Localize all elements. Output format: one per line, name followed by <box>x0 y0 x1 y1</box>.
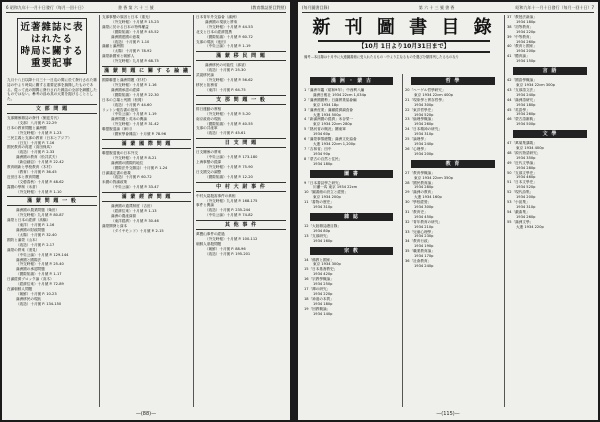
entry-citation: 1934 240p <box>414 263 434 268</box>
entry-citation: （朝鮮）十月號 P. 88-96 <box>205 246 246 251</box>
entry-citation: 1934 450p <box>414 214 434 219</box>
entry-title: 朝鮮人虐殺問題 <box>196 242 222 246</box>
right-page-number: —(115)— <box>436 411 460 417</box>
entry-citation: （改造）十月號 P. 2-33 <box>16 150 55 155</box>
entry-citation: （朝鮮）十月號 P. 10-23 <box>16 291 57 296</box>
entry-citation: 1934 500p <box>516 122 536 127</box>
entry-title: 三民主義と支那の教育（日本とアジア） <box>7 135 72 140</box>
entry-citation: 東京 1934 22cm 400p <box>414 92 453 97</box>
entry-citation: 1934 140p <box>313 311 333 316</box>
entry-title: 滿蒙に於ける日本の特殊權益 <box>102 24 149 29</box>
entry-title: 24「日本精神の研究」 <box>405 127 442 132</box>
right-page <box>298 2 598 420</box>
entry-title: 28「國民教育論」 <box>405 180 435 185</box>
entry-citation: 1934 280p <box>414 185 434 190</box>
entry-citation: 滿洲國の財政問題 <box>16 228 45 233</box>
entry-title: 米國の對滿政策 <box>102 180 128 185</box>
entry-title: リットン報告書の批判 <box>102 107 138 112</box>
left-column-2 <box>102 15 191 407</box>
entry-citation: 滿洲移民の現狀 <box>16 296 42 301</box>
entry-citation: 滿洲國の農業問題（柴田） <box>16 208 60 213</box>
entry-title: 6「滿蒙事情總覽」滿洲文化協會 <box>304 137 357 142</box>
entry-citation: 滿洲國の通貨制度（吉田） <box>111 204 155 209</box>
entry-title: 近世日本と教育問題 <box>7 174 40 179</box>
entry-citation: 1934 180p <box>516 19 536 24</box>
entry-title: 3「滿洲産業」滿鐵經濟調査會 <box>304 107 354 112</box>
entry-citation: 1934 520p <box>414 112 434 117</box>
section-heading: 滿 蒙 移 民 問 題 <box>196 51 286 61</box>
entry-citation: 1934 230p <box>414 234 434 239</box>
left-page-number: —(88)— <box>135 411 157 417</box>
entry-title: 34「教育行政」 <box>405 239 432 244</box>
entry-citation: 1934 250p <box>313 282 333 287</box>
entry-citation: 大連 1934 160p <box>414 195 442 200</box>
entry-citation: （改造）十月號 P. 235-244 <box>205 208 251 213</box>
entry-title: 30「學校經營」 <box>405 200 432 205</box>
entry-citation: 1934 220p <box>516 29 536 34</box>
entry-citation: （中央公論）十月號 P. 33-47 <box>111 185 159 190</box>
entry-citation: 1934 300p <box>414 205 434 210</box>
entry-citation: 1934 260p <box>516 214 536 219</box>
entry-title: 排日運動の實相 <box>196 106 222 111</box>
entry-citation: 1934 280p <box>516 165 536 170</box>
entry-title: 35「職業教育論」 <box>405 249 435 254</box>
entry-citation: 1934 310p <box>414 132 434 137</box>
right-page-header <box>302 5 594 11</box>
entry-title: 19「回教概論」 <box>304 306 331 311</box>
entry-title: 中村大尉殺害事件の眞相 <box>196 193 236 198</box>
entry-citation: 東京 1934 18p <box>313 102 339 107</box>
left-col3-sections <box>196 15 286 257</box>
entry-citation: （外交時報）十月號 P. 5-20 <box>205 111 251 116</box>
entry-title: 日滿經濟ブロック論（高木） <box>7 277 54 282</box>
entry-citation: （改造）十月號 P. 134-150 <box>16 301 62 306</box>
section-heading: 中 村 大 尉 事 件 <box>196 182 286 192</box>
entry-title: 42「國語學概論」 <box>507 78 537 83</box>
entry-citation: （中央公論）十月號 P. 129-144 <box>16 252 69 257</box>
entry-title: 日支關係の將來 <box>196 150 222 155</box>
entry-citation: （改造）十月號 P. 25-30 <box>205 68 246 73</box>
entry-citation: （文藝春秋）十月號 P. 48-62 <box>16 179 64 184</box>
section-heading: 文 部 問 題 <box>7 104 97 114</box>
entry-citation: （外交時報）九月號 P. 168-175 <box>205 198 258 203</box>
entry-title: 49「近代文學論」 <box>507 160 537 165</box>
entry-citation: （新亞細亞）十月號 P. 22-42 <box>16 160 64 165</box>
entry-citation: 滿洲國承認の經緯 <box>111 87 140 92</box>
entry-citation: 1934 180p <box>516 102 536 107</box>
entry-title: 事件と輿論 <box>196 203 214 208</box>
entry-citation: （外交時報）十月號 P. 1-10 <box>16 189 62 194</box>
entry-citation: （外交時報）十月號 P. 100-112 <box>205 237 258 242</box>
entry-citation: （中央公論）十月號 P. 74-82 <box>205 213 253 218</box>
entry-citation: （改造）十月號 P. 60-72 <box>111 175 152 180</box>
entry-title: 滿鐵と滿洲國 <box>102 44 124 49</box>
entry-title: 支那の現狀（池田） <box>196 39 229 44</box>
left-header-rule <box>6 12 286 13</box>
entry-title: 36「社會教育」 <box>405 259 432 263</box>
entry-citation: （外交時報）十月號 P. 8-21 <box>111 155 157 160</box>
entry-citation: 1934 210p <box>414 224 434 229</box>
entry-title: 日本の立場と列國（松岡） <box>102 97 146 102</box>
entry-citation: 東京 1934 22cm 280p <box>313 122 352 127</box>
entry-citation: 東京 1934 400p <box>516 146 544 151</box>
entry-title: 萬寶山事件の經過 <box>196 232 225 237</box>
entry-citation: 大連 1934 22cm 1,200p <box>313 141 356 146</box>
entry-citation: （東洋）十月號 P. 64-75 <box>205 87 246 92</box>
section-heading: 雜 誌 <box>310 213 393 221</box>
entry-citation: 1934 200p <box>414 151 434 156</box>
right-header-rule <box>302 12 594 13</box>
entry-citation: 1934 520p <box>516 185 536 190</box>
entry-citation: 1934 310p <box>313 205 333 210</box>
entry-title: 滿蒙開發と資本 <box>102 223 128 228</box>
feature-intro: 九月十八日以降十月三十一日迄の間に於て發行された雜誌の中より時局に關する重要記事を摘錄したものである。從って此の期間に發行された雜誌の全部を網羅したものではない。參考の爲め其の大要を掲げることとした。 <box>7 78 97 102</box>
entry-title: 11「書物の歴史」 <box>304 200 334 205</box>
entry-citation: 滿洲國と國際法 <box>16 257 42 262</box>
entry-title: 43「支那語文法」 <box>507 87 537 92</box>
entry-title: 國防と滿蒙（山本） <box>7 237 40 242</box>
entry-title: 聯盟脫退後の日本外交 <box>102 150 138 155</box>
entry-citation: （外交時報）九月號 P. 68-75 <box>111 59 159 64</box>
right-col1-sections <box>304 77 399 316</box>
entry-citation: （國際法外交雜誌）十月號 P. 1-24 <box>111 165 168 170</box>
entry-citation: 1934 220p <box>313 291 333 296</box>
entry-title: 9「日本書誌學之研究」 <box>304 180 343 185</box>
entry-title: 7「吉林省」田中 <box>304 146 332 151</box>
entry-citation: （外交時報）十月號 P. 1-16 <box>111 82 157 87</box>
entry-citation: （國際知識）十月號 P. 1-17 <box>16 272 62 277</box>
entry-citation: 1934 240p <box>414 141 434 146</box>
entry-citation: （太陽）十月號 P. 78-92 <box>111 49 152 54</box>
entry-citation: 東京 1934 22cm 300p <box>516 82 555 87</box>
entry-title: 40「教育と國家」 <box>507 44 537 49</box>
entry-title: 26「心理學」 <box>405 146 428 151</box>
entry-citation: 川瀬一馬 東京 1934 22cm <box>313 185 358 190</box>
right-column-1 <box>304 74 399 407</box>
section-heading: 滿 蒙 經 濟 問 題 <box>102 192 191 202</box>
entry-title: 日本青年外交協會（滿洲） <box>196 15 240 19</box>
left-header-issue: 書 香 第 六 十 三 號 <box>118 5 154 10</box>
right-column-3 <box>507 15 593 407</box>
entry-citation: 1934 260p <box>516 112 536 117</box>
feature-title-line-2: 時局に關する重要記事 <box>20 46 84 69</box>
entry-citation: （中央公論）十月號 P. 173-180 <box>205 155 258 160</box>
entry-citation: 1934 90p <box>313 151 331 156</box>
entry-citation: （改造）十月號 P. 2-17 <box>16 242 55 247</box>
entry-title: 4「新滿洲國の經濟」米谷榮一 <box>304 117 354 122</box>
entry-title: 支那關係雜誌の發刊（劉廷芳氏） <box>7 115 61 120</box>
entry-citation: （中央公論）十月號 P. 1-19 <box>205 44 251 49</box>
entry-title: 47「萬葉集講義」 <box>507 141 537 146</box>
entry-citation: 滿洲日報社 1934 22cm 1,034p <box>313 92 367 97</box>
entry-title: 14「佛教と國家」 <box>304 257 334 262</box>
entry-citation: 東京 1934 200p <box>313 195 341 200</box>
entry-citation: 滿洲國の承認問題 <box>16 267 45 272</box>
entry-title: 25「論理學」 <box>405 137 428 142</box>
entry-citation: （國際知識）十月號 P. 12-20 <box>205 174 253 179</box>
entry-title: 51「日本文學史」 <box>507 180 537 185</box>
entry-citation: （外交時報）十月號 P. 56-62 <box>205 78 253 83</box>
entry-citation: （外交時報）十月號 P. 15-23 <box>111 19 159 24</box>
feature-title-box <box>17 18 87 74</box>
entry-citation: （支那）八月號 P. 22-29 <box>16 120 57 125</box>
entry-title: 移民と拓務省 <box>196 82 218 87</box>
entry-citation: （國際知識）十月號 P. 22-30 <box>111 92 159 97</box>
section-heading: 支 那 問 題 一 般 <box>196 95 286 105</box>
entry-citation: （改造）十月號 P. 45-61 <box>205 131 246 136</box>
entry-title: 38「初等教育」 <box>507 24 534 29</box>
section-heading: 日 支 問 題 <box>196 138 286 148</box>
entry-citation: （東洋）十月號 P. 1-16 <box>16 223 55 228</box>
entry-title: 53「小説集」 <box>507 200 530 204</box>
entry-title: 在滿朝鮮人問題 <box>7 286 33 291</box>
entry-title: 支那事變の原因と日本（重光） <box>102 15 153 19</box>
entry-citation: 滿洲國建國の意義 <box>111 34 140 39</box>
left-column-1 <box>7 15 97 407</box>
entry-citation: 滿洲問題と英米の輿論 <box>111 117 147 122</box>
left-header-tag: (教育雜誌要目對照) <box>250 5 286 10</box>
section-heading: 其 他 事 件 <box>196 220 286 230</box>
entry-title: 上海事變の經緯 <box>196 160 222 165</box>
entry-title: 31「教育史」 <box>405 209 428 214</box>
entry-citation: （教育）十月號 P. 36-45 <box>16 169 57 174</box>
section-heading: 圖 書 <box>310 170 393 178</box>
entry-title: 20「ヘーゲル哲學研究」 <box>405 88 446 92</box>
entry-citation: 1934 240p <box>516 92 536 97</box>
entry-title: 17「禪の研究」 <box>304 287 331 291</box>
column-divider <box>193 15 194 407</box>
entry-citation: 東京 1934 22cm 350p <box>414 175 453 180</box>
left-page-header <box>6 5 286 11</box>
entry-citation: 1934 180p <box>313 161 333 166</box>
entry-citation: 大連 1934 220p <box>516 224 544 229</box>
entry-title: 武裝移民論 <box>196 73 214 78</box>
right-col3-sections <box>507 15 593 229</box>
entry-citation: （中央公論）十月號 P. 1-19 <box>111 112 157 117</box>
entry-citation: 1934 420p <box>313 272 333 277</box>
entry-citation: 1934 160p <box>313 238 333 243</box>
entry-citation: （外交時報）十月號 P. 25-40 <box>16 262 64 267</box>
entry-citation: 1934 300p <box>414 102 434 107</box>
entry-title: 44「滿洲語研究」 <box>507 97 537 102</box>
catalog-note: 備考…本目錄は十月中に大連圖書館に受入れたるものゝ中より主なるものを選び分類排列したるものなり <box>304 55 459 59</box>
left-col1-sections <box>7 104 97 307</box>
section-heading: 文 學 <box>513 130 587 138</box>
entry-title: 支那の共產軍 <box>196 126 218 131</box>
entry-citation: （東洋經濟）十月號 P. 30-46 <box>111 218 159 223</box>
catalog-title: 新 刊 圖 書 目 錄 <box>312 17 496 38</box>
column-divider <box>402 74 403 407</box>
entry-title: 21「現象學と實存哲學」 <box>405 97 446 102</box>
entry-citation: （國家學會雜誌）十月號 P. 78-96 <box>111 132 167 137</box>
section-heading: 滿 洲 ・ 蒙 古 <box>310 77 393 85</box>
entry-title: 2「滿洲國國勢」日滿實業協會編 <box>304 97 357 102</box>
entry-title: 23「倫理學概論」 <box>405 117 435 122</box>
entry-citation: 1934 200p <box>516 49 536 54</box>
entry-title: 滿蒙新國家と朝鮮人 <box>102 54 135 59</box>
entry-title: 37「教授法新論」 <box>507 15 537 19</box>
entry-citation: 1934 80p <box>313 228 331 233</box>
entry-citation: （國際知識）十月號 P. 60-72 <box>205 34 253 39</box>
right-column-2 <box>405 74 501 407</box>
entry-title: 8「蒙古の自然と住民」 <box>304 156 343 161</box>
entry-citation: （ダイヤモンド）十月號 P. 2-15 <box>111 228 164 233</box>
entry-citation: （外交時報）九月號 P. 80-87 <box>16 213 64 218</box>
column-divider <box>99 15 100 407</box>
entry-title: 5「熱河省の概況」關東軍 <box>304 127 346 132</box>
left-header-date: 6 昭和九年十一月十日發行（每月一回十日） <box>6 5 86 10</box>
entry-citation: 東京 1934 300p <box>313 262 341 267</box>
feature-title-line-1: 近著雜誌に表はれたる <box>20 22 84 45</box>
section-heading: 哲 學 <box>411 77 495 85</box>
section-heading: 滿 蒙 問 題 に 關 す る 論 議 <box>102 66 191 76</box>
catalog-date-range: 【10月 1日より10月31日まで】 <box>318 40 490 53</box>
entry-title: 39「中等教育」 <box>507 34 534 39</box>
entry-citation: 滿洲國の現狀と將來 <box>205 19 238 24</box>
entry-citation: 滿洲國の國際的地位 <box>111 160 144 165</box>
entry-title: 33「兒童心理學」 <box>405 229 435 234</box>
entry-title: 聯盟脫退論（神川） <box>102 127 135 132</box>
entry-citation: （經濟往來）十月號 P. 72-89 <box>16 282 64 287</box>
entry-title: 27「教育學概論」 <box>405 170 435 175</box>
entry-title: 15「日本基督教史」 <box>304 267 338 272</box>
entry-title: 18「神道の本質」 <box>304 296 334 301</box>
right-header-issue: 第 六 十 三 號 書 香 <box>418 5 455 10</box>
right-header-date: 昭和九年十一月十日發行（每月一回十日）7 <box>515 5 594 10</box>
entry-title: 29「滿洲の教育」 <box>405 190 435 195</box>
entry-title: 32「青年教育の研究」 <box>405 219 442 224</box>
entry-citation: （國際知識）十月號 P. 45-52 <box>111 29 159 34</box>
entry-citation: 滿洲の農產資源 <box>111 214 137 218</box>
section-heading: 滿 蒙 問 題 一 般 <box>7 196 97 206</box>
section-heading: 教 育 <box>411 160 495 168</box>
entry-title: 45「英語學」 <box>507 107 530 112</box>
entry-title: 50「支那文學史」 <box>507 170 537 175</box>
entry-citation: （國際知識）十月號 P. 40-55 <box>205 121 253 126</box>
entry-citation: （外交時報）十月號 P. 31-42 <box>111 122 159 127</box>
entry-citation: 大連 1934 500p <box>313 112 341 117</box>
entry-title: 北支と日本の經濟提携 <box>196 29 232 34</box>
entry-citation: （外交時報）十月號 P. 1-23 <box>16 130 62 135</box>
entry-title: 13「支那研究」 <box>304 233 331 238</box>
entry-title: 露國の學制（米倉） <box>7 184 40 189</box>
catalog-heading-block <box>304 15 504 75</box>
entry-citation: （太陽）十月號 P. 32-40 <box>16 233 57 238</box>
right-header-tag: (每月圖書目錄) <box>302 5 330 10</box>
section-heading: 滿 蒙 國 際 問 題 <box>102 139 191 149</box>
entry-title: 日滿議定書の意義 <box>102 170 131 175</box>
entry-title: 滿蒙の將來（淺見） <box>7 247 40 252</box>
entry-title: 46「蒙古語辭典」 <box>507 117 537 122</box>
left-page <box>2 2 290 420</box>
entry-title: 國民教育の再建（高田保馬） <box>7 145 54 150</box>
entry-title: 教育刷新と學校教育（木村） <box>7 165 54 170</box>
entry-citation: （改造）十月號 P. 44-60 <box>111 102 152 107</box>
entry-citation: （改造）十月號 P. 195-201 <box>205 251 251 256</box>
entry-citation: （外交時報）十月號 P. 44-53 <box>205 24 253 29</box>
section-heading: 言 語 <box>513 67 587 75</box>
entry-citation: （經濟往來）十月號 P. 1-13 <box>111 209 157 214</box>
entry-citation: 1934 150p <box>516 59 536 64</box>
right-col2-sections <box>405 77 501 269</box>
entry-citation: 1934 190p <box>414 244 434 249</box>
entry-title: 南京政府の現狀 <box>196 116 222 121</box>
entry-title: 48「源氏物語研究」 <box>507 150 541 155</box>
entry-citation: 滿洲移民の可能性（那須） <box>205 63 249 68</box>
entry-citation: 1934 200p <box>516 195 536 200</box>
entry-title: 滿蒙と日本の經濟（高橋） <box>7 218 51 223</box>
left-column-3 <box>196 15 286 407</box>
entry-citation: 1934 260p <box>414 122 434 127</box>
section-heading: 宗 教 <box>310 247 393 255</box>
entry-title: 54「戯曲集」 <box>507 209 530 214</box>
entry-title: 22「東洋哲學史」 <box>405 107 435 112</box>
entry-citation: 1934 180p <box>313 301 333 306</box>
entry-citation: （日支）十月號 P. 7-16 <box>16 140 55 145</box>
entry-citation: （改造）十月號 P. 1-10 <box>111 39 150 44</box>
entry-citation: 1934 350p <box>516 155 536 160</box>
entry-title: 國際聯盟と滿洲問題（杉村） <box>102 78 149 83</box>
entry-title: 日支國交の調整 <box>196 169 222 174</box>
column-divider <box>504 15 505 407</box>
entry-citation: 1934 310p <box>516 204 536 209</box>
entry-title: 16「宗教學概論」 <box>304 277 334 282</box>
entry-title: 55「滿洲文學」 <box>507 219 534 224</box>
entry-title: 41「體育論」 <box>507 54 530 59</box>
left-col2-sections <box>102 15 191 234</box>
entry-citation: 滿洲國の教育（松井武夫） <box>16 155 60 160</box>
entry-title: 12「大陸雜誌總目錄」 <box>304 223 341 228</box>
entry-citation: （外交時報）十月號 P. 75-90 <box>205 164 253 169</box>
entry-title: 日本の教育問題と滿洲國 <box>7 125 47 130</box>
entry-title: 1「滿洲年鑑（昭和9年）」中西利八編 <box>304 88 365 92</box>
entry-citation: 1934 460p <box>516 175 536 180</box>
entry-citation: 1934 60p <box>313 132 331 137</box>
entry-citation: 1934 170p <box>414 254 434 259</box>
entry-citation: 1934 260p <box>516 39 536 44</box>
entry-title: 52「現代詩集」 <box>507 190 534 195</box>
entry-title: 10「圖書館の設立と經營」 <box>304 190 349 195</box>
